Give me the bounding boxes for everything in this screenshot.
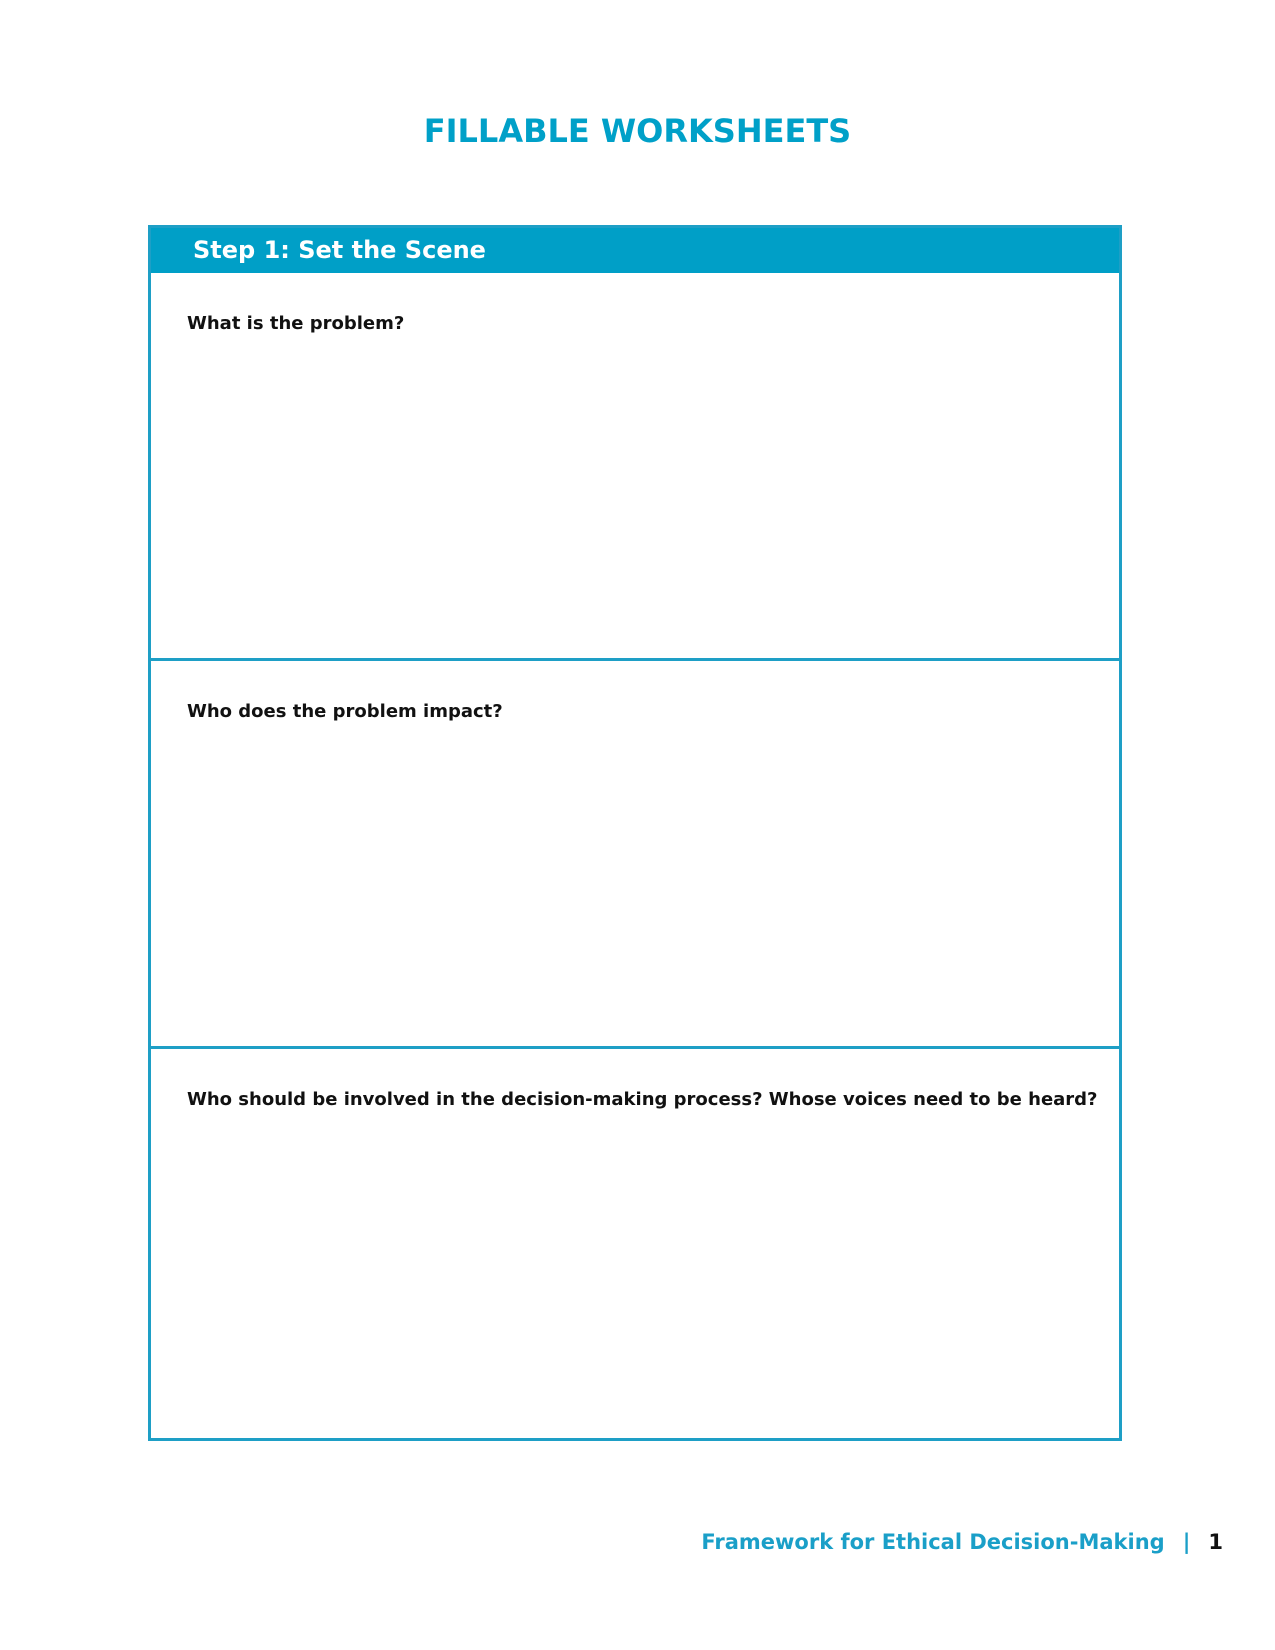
step-header: Step 1: Set the Scene xyxy=(151,228,1119,273)
question-label: What is the problem? xyxy=(187,313,405,334)
section-impact xyxy=(151,661,1119,1049)
footer-separator: | xyxy=(1182,1530,1191,1554)
worksheet-table xyxy=(148,225,1122,1441)
question-label: Who does the problem impact? xyxy=(187,701,503,722)
section-problem xyxy=(151,273,1119,661)
page-number: 1 xyxy=(1208,1530,1223,1554)
involvement-answer-field[interactable] xyxy=(187,1129,1083,1414)
page-title: FILLABLE WORKSHEETS xyxy=(423,112,852,150)
impact-answer-field[interactable] xyxy=(187,741,1083,1022)
section-involvement xyxy=(151,1049,1119,1438)
question-label: Who should be involved in the decision-making process? Whose voices need to be heard? xyxy=(187,1089,1098,1110)
problem-answer-field[interactable] xyxy=(187,353,1083,634)
footer-document-title: Framework for Ethical Decision-Making xyxy=(701,1530,1165,1554)
page-footer xyxy=(701,1530,1223,1554)
